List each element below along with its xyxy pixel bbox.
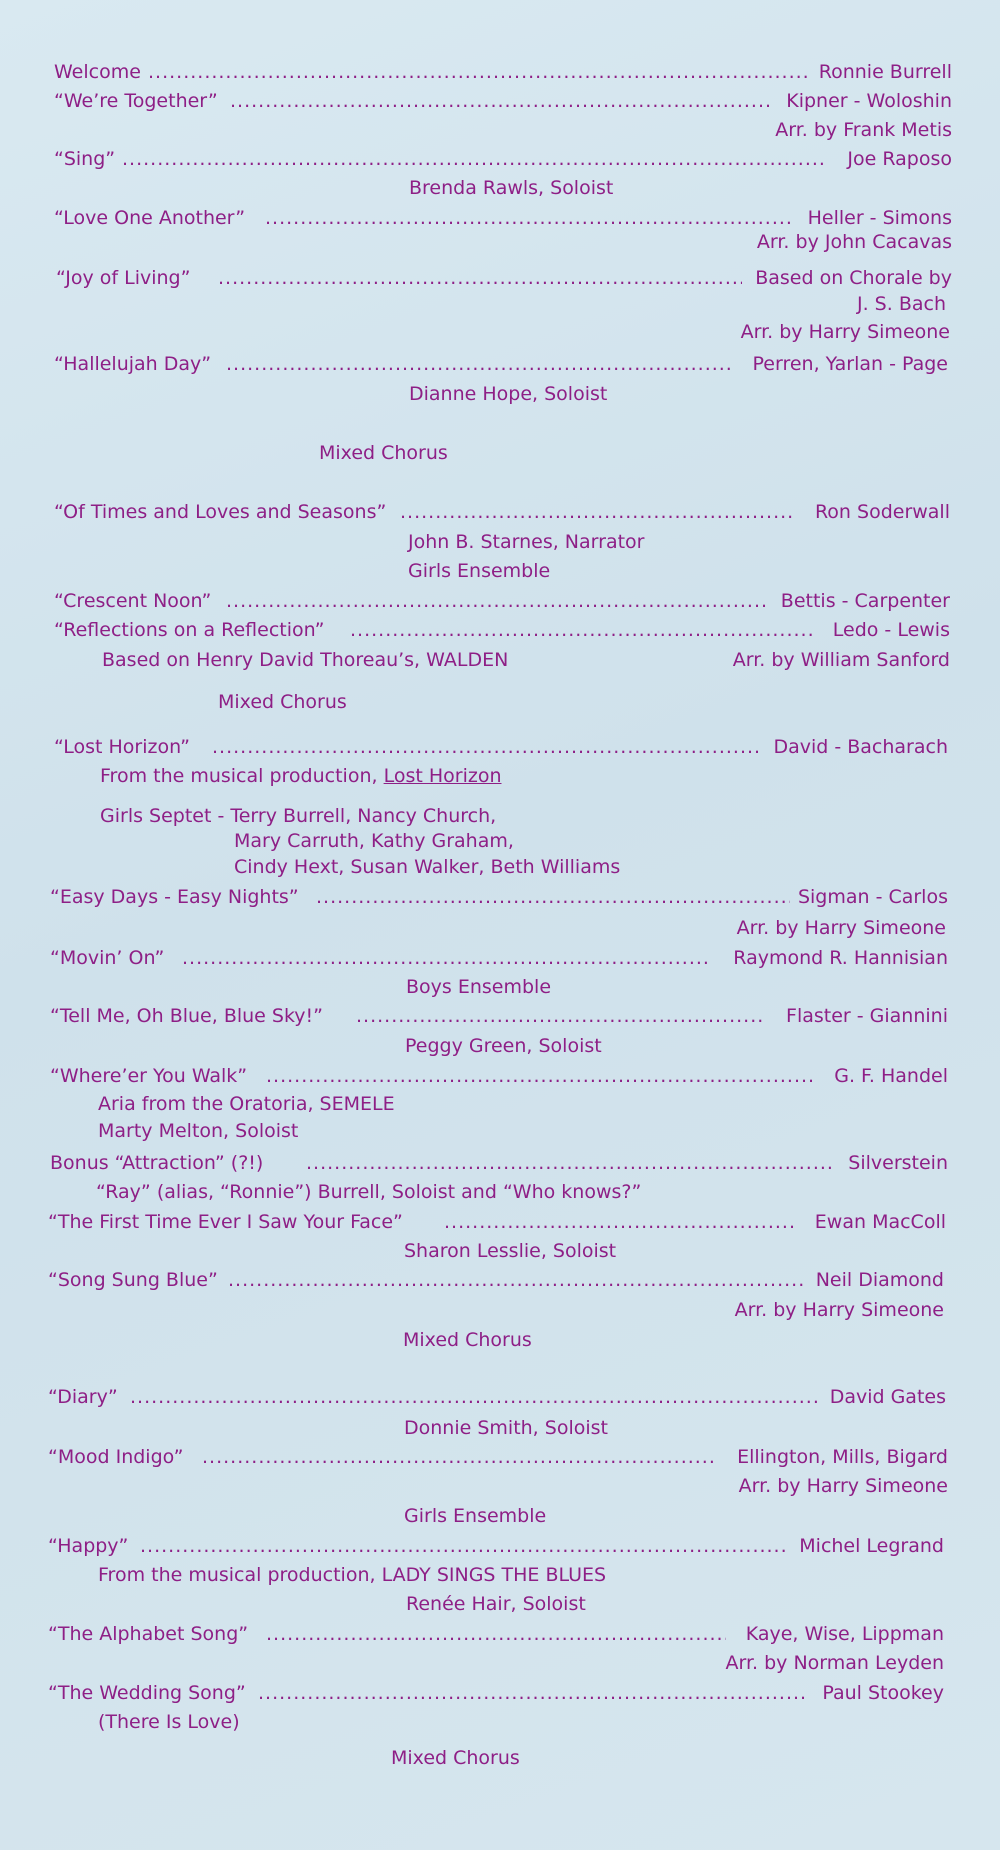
ensemble-note: Mixed Chorus [403, 1329, 532, 1351]
program-entry [0, 1178, 1000, 1206]
dot-leader [228, 1266, 804, 1294]
ensemble-members: Girls Septet - Terry Burrell, Nancy Church, [100, 805, 497, 827]
song-title: Welcome [54, 61, 141, 83]
program-entry [0, 1383, 1000, 1411]
dot-leader [258, 1679, 808, 1707]
song-title: “Happy” [48, 1535, 129, 1557]
performer-note: Donnie Smith, Soloist [404, 1417, 608, 1439]
song-title: “Reflections on a Reflection” [54, 619, 325, 641]
arranger-credit: Arr. by Harry Simeone [734, 1299, 944, 1321]
song-title: “Movin’ On” [50, 947, 165, 969]
program-entry [0, 116, 1000, 144]
program-entry [0, 557, 1000, 585]
song-title: “The Wedding Song” [48, 1682, 246, 1704]
performer-note: Peggy Green, Soloist [405, 1035, 602, 1057]
program-entry [0, 380, 1000, 408]
song-title: “Mood Indigo” [48, 1446, 184, 1468]
song-title: “Diary” [48, 1386, 118, 1408]
program-entry [0, 1237, 1000, 1265]
program-entry [0, 290, 1000, 318]
source-prefix: From the musical production, [100, 765, 378, 787]
program-entry [0, 1744, 1000, 1772]
song-credit: Sigman - Carlos [797, 886, 948, 908]
arranger-credit: Arr. by Harry Simeone [740, 321, 950, 343]
dot-leader [202, 1443, 714, 1471]
dot-leader [226, 350, 734, 378]
program-entry [0, 1032, 1000, 1060]
song-title: “Lost Horizon” [54, 736, 190, 758]
song-title: “Crescent Noon” [54, 590, 212, 612]
arranger-credit: Arr. by Norman Leyden [725, 1652, 944, 1674]
program-entry [0, 1002, 1000, 1030]
program-entry [0, 973, 1000, 1001]
program-entry [0, 1443, 1000, 1471]
program-entry [0, 1062, 1000, 1090]
dot-leader [226, 587, 766, 615]
song-title: “Easy Days - Easy Nights” [50, 886, 299, 908]
song-credit: Neil Diamond [815, 1269, 944, 1291]
program-entry [0, 1502, 1000, 1530]
performer-note: John B. Starnes, Narrator [408, 531, 645, 553]
performer-note: “Ray” (alias, “Ronnie”) Burrell, Soloist and “Who knows?” [96, 1181, 642, 1203]
performer-note: Renée Hair, Soloist [406, 1593, 586, 1615]
program-entry [0, 587, 1000, 615]
program-entry [0, 1296, 1000, 1324]
dot-leader [122, 145, 824, 173]
program-entry [0, 1266, 1000, 1294]
dot-leader [218, 264, 742, 292]
arranger-credit: Arr. by Frank Metis [775, 119, 952, 141]
dot-leader [266, 1062, 812, 1090]
song-credit: Ronnie Burrell [818, 61, 952, 83]
subtitle-note: (There Is Love) [98, 1711, 240, 1733]
performer-note: Brenda Rawls, Soloist [409, 177, 614, 199]
program-entry [0, 174, 1000, 202]
program-entry [0, 350, 1000, 378]
song-title: “The First Time Ever I Saw Your Face” [48, 1211, 403, 1233]
program-entry [0, 1679, 1000, 1707]
song-credit: Ledo - Lewis [832, 619, 950, 641]
song-title: “Tell Me, Oh Blue, Blue Sky!” [50, 1005, 324, 1027]
program-entry [0, 883, 1000, 911]
song-credit: Silverstein [848, 1152, 948, 1174]
song-credit: Michel Legrand [799, 1535, 944, 1557]
song-credit: G. F. Handel [834, 1065, 948, 1087]
program-entry [0, 264, 1000, 292]
song-credit: Bettis - Carpenter [780, 590, 950, 612]
song-credit: David Gates [829, 1386, 946, 1408]
dot-leader [306, 1149, 836, 1177]
source-title: Lost Horizon [383, 765, 502, 787]
ensemble-note: Boys Ensemble [406, 976, 552, 998]
arranger-credit: Arr. by Harry Simeone [736, 917, 946, 939]
program-entry [0, 1590, 1000, 1618]
song-title: “The Alphabet Song” [48, 1623, 249, 1645]
song-credit: Ron Soderwall [814, 501, 950, 523]
program-entry [0, 853, 1000, 881]
ensemble-members: Cindy Hext, Susan Walker, Beth Williams [234, 856, 621, 878]
arranger-credit: Arr. by William Sanford [732, 649, 950, 671]
program-entry [0, 1414, 1000, 1442]
arranger-credit: Arr. by John Cacavas [756, 231, 952, 253]
program-entry [0, 688, 1000, 716]
ensemble-note: Girls Ensemble [404, 1505, 547, 1527]
program-entry [0, 1708, 1000, 1736]
program-entry [0, 646, 1000, 674]
program-entry [0, 944, 1000, 972]
program-entry [0, 616, 1000, 644]
program-entry [0, 733, 1000, 761]
source-note: Based on Henry David Thoreau’s, WALDEN [102, 649, 509, 671]
dot-leader [130, 1383, 820, 1411]
ensemble-note: Girls Ensemble [408, 560, 551, 582]
source-note: From the musical production, LADY SINGS THE BLUES [98, 1564, 607, 1586]
program-entry [0, 528, 1000, 556]
ensemble-members: Mary Carruth, Kathy Graham, [234, 830, 514, 852]
dot-leader [400, 498, 795, 526]
song-credit: Perren, Yarlan - Page [752, 353, 948, 375]
performer-note: Dianne Hope, Soloist [409, 383, 608, 405]
program-entry [0, 1620, 1000, 1648]
song-credit: Kaye, Wise, Lippman [745, 1623, 944, 1645]
song-title: “Sing” [54, 148, 116, 170]
program-entry [0, 1472, 1000, 1500]
dot-leader [266, 1620, 726, 1648]
dot-leader [230, 87, 774, 115]
song-credit: Ewan MacColl [814, 1211, 946, 1233]
ensemble-note: Mixed Chorus [218, 691, 347, 713]
program-entry [0, 498, 1000, 526]
program-entry [0, 228, 1000, 256]
dot-leader [212, 733, 760, 761]
program-entry [0, 87, 1000, 115]
program-entry [0, 318, 1000, 346]
song-credit: Raymond R. Hannisian [733, 947, 948, 969]
program-entry [0, 1649, 1000, 1677]
program-entry [0, 1532, 1000, 1560]
song-credit: Flaster - Giannini [786, 1005, 948, 1027]
program-entry [0, 145, 1000, 173]
song-title: Bonus “Attraction” (?!) [50, 1152, 264, 1174]
source-note: Aria from the Oratoria, SEMELE [98, 1093, 395, 1115]
song-title: “Love One Another” [54, 207, 246, 229]
song-title: “Of Times and Loves and Seasons” [54, 501, 387, 523]
program-entry [0, 1149, 1000, 1177]
dot-leader [148, 58, 808, 86]
song-credit: Ellington, Mills, Bigard [737, 1446, 948, 1468]
song-title: “Joy of Living” [56, 267, 191, 289]
song-credit: Joe Raposo [847, 148, 952, 170]
dot-leader [182, 944, 708, 972]
dot-leader [356, 1002, 764, 1030]
performer-note: Sharon Lesslie, Soloist [404, 1240, 617, 1262]
performer-note: Marty Melton, Soloist [98, 1120, 299, 1142]
composer-credit: J. S. Bach [857, 293, 946, 315]
program-entry [0, 1561, 1000, 1589]
song-title: “Song Sung Blue” [48, 1269, 218, 1291]
dot-leader [350, 616, 812, 644]
program-entry [0, 1208, 1000, 1236]
ensemble-note: Mixed Chorus [391, 1747, 520, 1769]
song-title: “We’re Together” [54, 90, 218, 112]
dot-leader [444, 1208, 796, 1236]
ensemble-note: Mixed Chorus [319, 442, 448, 464]
song-credit: Heller - Simons [807, 207, 952, 229]
program-entry [0, 762, 1000, 790]
song-title: “Hallelujah Day” [54, 353, 212, 375]
program-entry [0, 439, 1000, 467]
program-entry [0, 802, 1000, 830]
program-entry [0, 827, 1000, 855]
song-credit: Based on Chorale by [755, 267, 952, 289]
program-entry [0, 1117, 1000, 1145]
program-entry [0, 1326, 1000, 1354]
program-entry [0, 914, 1000, 942]
dot-leader [316, 883, 790, 911]
program-entry [0, 58, 1000, 86]
song-title: “Where’er You Walk” [50, 1065, 248, 1087]
arranger-credit: Arr. by Harry Simeone [738, 1475, 948, 1497]
song-credit: Kipner - Woloshin [786, 90, 952, 112]
song-credit: David - Bacharach [773, 736, 948, 758]
song-credit: Paul Stookey [822, 1682, 944, 1704]
program-entry [0, 1090, 1000, 1118]
dot-leader [140, 1532, 786, 1560]
source-note [100, 762, 502, 790]
